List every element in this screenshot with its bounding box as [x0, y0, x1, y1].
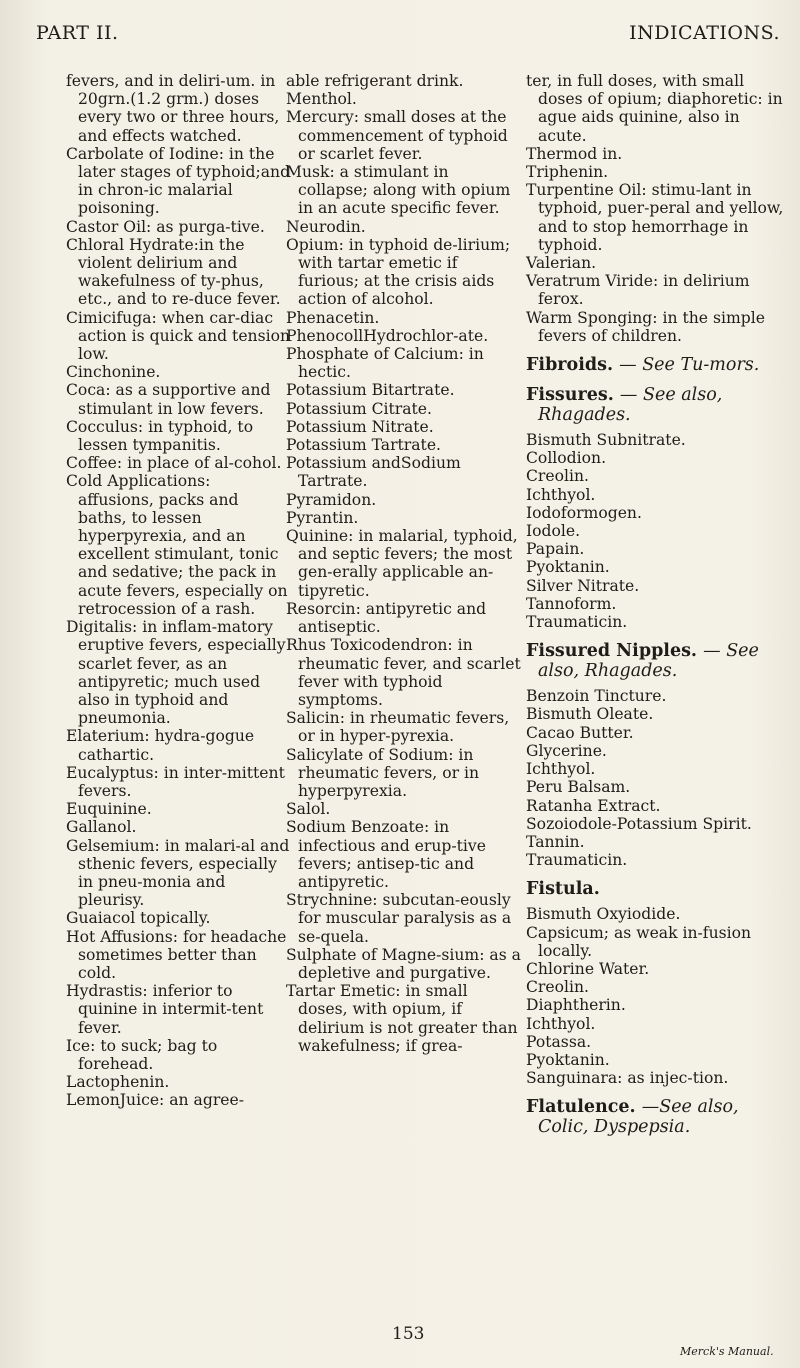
index-entry: Musk: a stimulant in collapse; along with opium in an acute specific fever.: [286, 163, 511, 218]
column-3: [526, 72, 788, 1143]
section-heading: [526, 879, 788, 899]
index-entry: Thermod in.: [526, 144, 623, 163]
index-entry: LemonJuice: an agree-: [66, 1091, 245, 1110]
index-entry: Traumaticin.: [526, 851, 628, 870]
section-title: Fissured Nipples.: [526, 641, 698, 662]
index-entry: Phenacetin.: [286, 308, 380, 327]
index-entry: Potassium andSodium Tartrate.: [286, 454, 461, 491]
index-entry: Diaphtherin.: [526, 996, 626, 1015]
index-entry: Guaiacol topically.: [66, 909, 211, 928]
see-also-reference: — See also, Rhagades.: [538, 641, 759, 682]
index-entry: Iodole.: [526, 522, 581, 541]
see-also-reference: — See Tu-mors.: [619, 355, 760, 376]
column-2: [286, 72, 521, 1055]
index-entry: Ratanha Extract.: [526, 796, 661, 815]
index-entry: Gelsemium: in malari-al and sthenic fevers, especially in pneu-monia and pleurisy.: [66, 836, 290, 910]
index-entry: Capsicum; as weak in-fusion locally.: [526, 923, 752, 960]
imprint: Merck's Manual.: [680, 1345, 774, 1358]
index-entry: Tannin.: [526, 832, 585, 851]
running-header-left: PART II.: [36, 22, 119, 44]
section-heading: [526, 355, 788, 375]
index-entry: Turpentine Oil: stimu-lant in typhoid, puer-peral and yellow, and to stop hemorrhage in typhoid.: [526, 181, 784, 254]
index-entry: Veratrum Viride: in delirium ferox.: [526, 272, 750, 309]
index-entry: Pyoktanin.: [526, 1050, 610, 1069]
index-entry: Quinine: in malarial, typhoid, and septic fevers; the most gen-erally applicable an-tipyretic.: [286, 527, 518, 600]
index-entry: Eucalyptus: in inter-mittent fevers.: [66, 763, 285, 800]
index-entry: Resorcin: antipyretic and antiseptic.: [286, 599, 487, 637]
index-entry: Creolin.: [526, 978, 589, 997]
index-entry: Ice: to suck; bag to forehead.: [66, 1036, 218, 1073]
index-entry: Collodion.: [526, 449, 607, 468]
index-entry: Salicylate of Sodium: in rheumatic fevers, or in hyperpyrexia.: [286, 745, 480, 800]
index-entry: Neurodin.: [286, 217, 366, 236]
index-entry: Sozoiodole-Potassium Spirit.: [526, 814, 752, 833]
index-entry: Sanguinara: as injec-tion.: [526, 1069, 729, 1088]
index-entry: Gallanol.: [66, 818, 137, 837]
index-entry: Chloral Hydrate:in the violent delirium and wakefulness of ty-phus, etc., and to re-duce fever.: [66, 235, 281, 309]
index-entry: Ichthyol.: [526, 485, 596, 504]
index-entry: Potassium Bitartrate.: [286, 381, 455, 400]
index-entry: Peru Balsam.: [526, 778, 631, 797]
index-entry: Potassium Tartrate.: [286, 436, 442, 455]
section-heading: [526, 385, 788, 425]
index-entry: Benzoin Tincture.: [526, 687, 667, 706]
index-entry: Iodoformogen.: [526, 503, 642, 522]
index-entry: Salol.: [286, 800, 331, 819]
index-entry: Potassium Nitrate.: [286, 417, 434, 436]
index-entry: Silver Nitrate.: [526, 576, 640, 595]
index-entry: Pyramidon.: [286, 490, 377, 509]
index-entry: Hydrastis: inferior to quinine in intermit-tent fever.: [66, 982, 264, 1037]
index-entry: Bismuth Subnitrate.: [526, 431, 686, 450]
section-title: Fistula.: [526, 879, 600, 900]
index-entry: ter, in full doses, with small doses of opium; diaphoretic: in ague aids quinine, also in acute.: [526, 72, 783, 145]
index-entry: Carbolate of Iodine: in the later stages of typhoid;and in chron-ic malarial poisoning.: [66, 144, 291, 218]
index-entry: Tannoform.: [526, 594, 617, 613]
section-title: Fibroids.: [526, 355, 614, 376]
column-1: [66, 72, 291, 1110]
index-entry: Cold Applications: affusions, packs and baths, to lessen hyperpyrexia, and an excellent stimulant, tonic and sedative; the pack in acute fevers, especially on retrocession of a rash.: [66, 472, 288, 618]
index-entry: PhenocollHydrochlor-ate.: [286, 326, 489, 345]
index-entry: Warm Sponging: in the simple fevers of children.: [526, 308, 765, 345]
see-also-reference: — See also, Rhagades.: [538, 385, 723, 426]
index-entry: Creolin.: [526, 467, 589, 486]
index-entry: Mercury: small doses at the commencement of typhoid or scarlet fever.: [286, 108, 508, 163]
section-title: Fissures.: [526, 385, 614, 406]
index-entry: Sulphate of Magne-sium: as a depletive and purgative.: [286, 945, 521, 982]
index-entry: Cimicifuga: when car-diac action is quick and tension low.: [66, 308, 291, 364]
index-entry: Pyoktanin.: [526, 558, 610, 577]
index-entry: Coca: as a supportive and stimulant in low fevers.: [66, 381, 271, 418]
index-entry: Cacao Butter.: [526, 723, 634, 742]
section-heading: [526, 1097, 788, 1137]
index-entry: Hot Affusions: for headache sometimes better than cold.: [66, 927, 287, 982]
index-entry: Lactophenin.: [66, 1073, 170, 1092]
index-entry: Ichthyol.: [526, 1014, 596, 1033]
index-entry: Cocculus: in typhoid, to lessen tympanitis.: [66, 417, 254, 455]
index-entry: Chlorine Water.: [526, 959, 650, 978]
index-entry: Cinchonine.: [66, 363, 161, 382]
running-header-right: INDICATIONS.: [629, 22, 780, 44]
index-entry: Menthol.: [286, 90, 357, 109]
index-entry: Elaterium: hydra-gogue cathartic.: [66, 727, 255, 764]
index-entry: Coffee: in place of al-cohol.: [66, 454, 282, 473]
index-entry: Pyrantin.: [286, 508, 359, 527]
index-entry: Bismuth Oleate.: [526, 705, 654, 724]
index-entry: Euquinine.: [66, 800, 152, 819]
see-also-reference: —See also, Colic, Dyspepsia.: [538, 1097, 739, 1138]
index-entry: Salicin: in rheumatic fevers, or in hyper-pyrexia.: [286, 709, 510, 746]
index-entry: Rhus Toxicodendron: in rheumatic fever, and scarlet fever with typhoid symptoms.: [286, 636, 521, 709]
index-entry: Opium: in typhoid de-lirium; with tartar emetic if furious; at the crisis aids action of alcohol.: [286, 235, 511, 309]
index-entry: Potassa.: [526, 1032, 592, 1051]
index-entry: Valerian.: [526, 254, 597, 273]
index-entry: Glycerine.: [526, 741, 607, 760]
index-entry: able refrigerant drink.: [286, 72, 464, 90]
index-entry: Traumaticin.: [526, 613, 628, 632]
index-entry: Potassium Citrate.: [286, 399, 432, 418]
section-heading: [526, 641, 788, 681]
index-entry: Papain.: [526, 540, 585, 559]
index-entry: Triphenin.: [526, 163, 609, 182]
index-entry: Bismuth Oxyiodide.: [526, 905, 681, 924]
index-entry: Digitalis: in inflam-matory eruptive fevers, especially scarlet fever, as an antipyretic; much used also in typhoid and pneumonia.: [66, 618, 286, 728]
index-entry: Tartar Emetic: in small doses, with opium, if delirium is not greater than wakefulness; if grea-: [286, 982, 518, 1055]
index-entry: Castor Oil: as purga-tive.: [66, 217, 265, 236]
index-entry: Sodium Benzoate: in infectious and erup-tive fevers; antisep-tic and antipyretic.: [286, 818, 486, 891]
index-entry: Phosphate of Calcium: in hectic.: [286, 345, 484, 382]
index-entry: Ichthyol.: [526, 760, 596, 779]
index-entry: fevers, and in deliri-um. in 20grn.(1.2 grm.) doses every two or three hours, and effects watched.: [66, 72, 280, 145]
section-title: Flatulence.: [526, 1097, 636, 1118]
page-number: 153: [392, 1324, 425, 1344]
index-entry: Strychnine: subcutan-eously for muscular paralysis as a se-quela.: [286, 891, 512, 946]
